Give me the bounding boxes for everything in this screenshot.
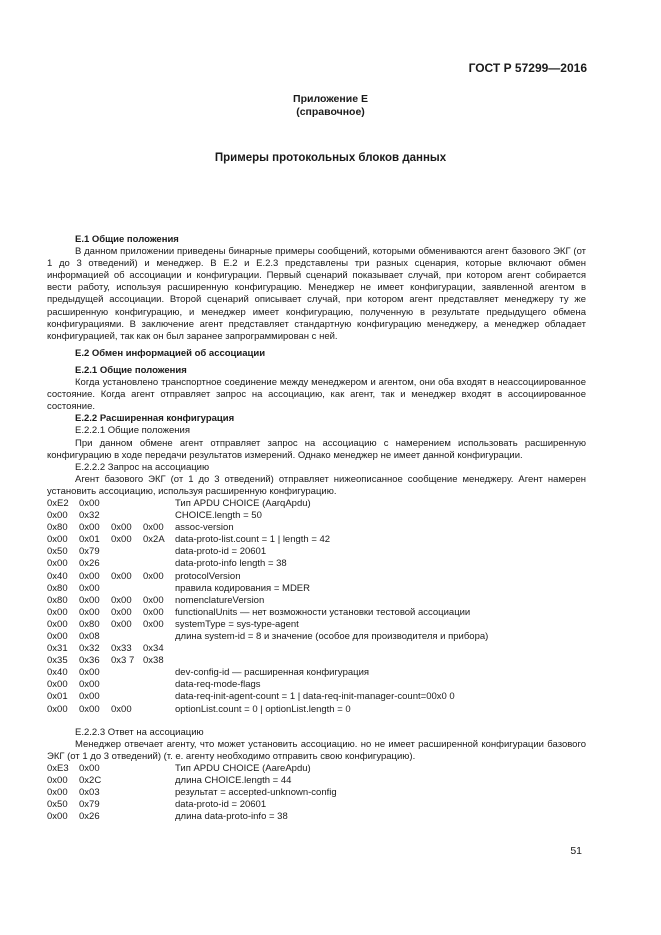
hex-byte: 0x00	[143, 570, 164, 582]
hex-byte	[143, 775, 175, 787]
section-e1-heading: Е.1 Общие положения	[75, 234, 179, 245]
hex-byte: 0x01	[79, 534, 100, 546]
hex-byte	[143, 691, 175, 703]
hex-byte	[111, 775, 143, 787]
hex-byte: 0x79	[79, 799, 100, 811]
field-description: Тип APDU CHOICE (AareApdu)	[175, 762, 311, 774]
hex-byte: 0x00	[79, 703, 100, 715]
hex-byte: 0x00	[111, 570, 132, 582]
hex-byte: 0x26	[79, 811, 100, 823]
hex-byte: 0x32	[79, 510, 100, 522]
hex-row	[47, 583, 586, 595]
hex-byte: 0x00	[111, 606, 132, 618]
hex-byte: 0x00	[79, 762, 100, 774]
hex-byte: 0x32	[79, 643, 100, 655]
hex-byte: 0x08	[79, 631, 100, 642]
main-content	[47, 234, 586, 823]
annex-subtitle: (справочное)	[296, 106, 365, 118]
field-description: functionalUnits — нет возможности установки тестовой ассоциации	[175, 606, 471, 618]
hex-byte: 0x00	[47, 558, 68, 570]
hex-byte: 0x00	[111, 703, 132, 715]
hex-byte: 0x40	[47, 570, 68, 582]
hex-byte: 0x00	[47, 775, 68, 787]
hex-row	[47, 704, 586, 716]
hex-byte: 0x00	[47, 631, 68, 642]
hex-byte: 0x00	[79, 497, 100, 509]
hex-byte: 0x00	[79, 606, 100, 618]
hex-row	[47, 607, 586, 619]
hex-byte: 0x00	[111, 618, 132, 630]
hex-row	[47, 546, 586, 558]
section-e221-paragraph: При данном обмене агент отправляет запрос на ассоциацию с намерением использовать расширенную конфигурацию в ходе передачи результатов измерений. Однако менеджер не имеет данной конфигурации.	[47, 437, 586, 461]
section-e221-title: Е.2.2.1 Общие положения	[75, 425, 191, 437]
hex-byte	[111, 763, 143, 775]
field-description: systemType = sys-type-agent	[175, 618, 299, 630]
field-description: data-req-mode-flags	[175, 679, 261, 691]
hex-byte: 0x50	[47, 546, 68, 558]
annex-title: Приложение Е	[293, 93, 368, 105]
hex-byte: 0x00	[47, 606, 68, 618]
hex-byte: 0x36	[79, 655, 100, 667]
hex-byte: 0x00	[111, 534, 132, 546]
hex-byte: 0x80	[47, 522, 68, 534]
field-description: длина data-proto-info = 38	[175, 811, 288, 823]
hex-row	[47, 667, 586, 679]
hex-byte: 0x00	[79, 667, 100, 679]
section-e223-paragraph: Менеджер отвечает агенту, что может установить ассоциацию. но не имеет расширенной конфигурации базового ЭКГ (от 1 до 3 отведений) (т. е. агенту необходимо отправить свою конфигурацию).	[47, 738, 586, 762]
hex-byte	[143, 679, 175, 691]
hex-byte	[143, 799, 175, 811]
hex-byte	[143, 811, 175, 823]
hex-row	[47, 787, 586, 799]
response-listing	[47, 763, 586, 823]
hex-row	[47, 619, 586, 631]
section-e1-paragraph: В данном приложении приведены бинарные примеры сообщений, которыми обмениваются агент базового ЭКГ (от 1 до 3 отведений) и менеджер. В Е.2 и Е.2.3 представлены три разных сценария, которые включают обмен информацией об ассоциации и конфигурации. Первый сценарий показывает случай, при котором агент собирается вести работу, используя расширенную конфигурацию. Менеджер не имеет конфигурации, заявленной агентом в предыдущей ассоциации. Второй сценарий описывает случай, при котором агент представляет менеджеру ту же расширенную конфигурацию, и менеджер имеет конфигурацию, полученную в результате предыдущего обмена конфигурациями. В заключение агент представляет стандартную конфигурацию менеджеру, а менеджер обладает конфигурацией, так как он был заранее запрограммирован с ней.	[47, 246, 586, 342]
field-description: data-proto-id = 20601	[175, 799, 267, 811]
hex-byte	[143, 704, 175, 716]
hex-byte: 0x00	[79, 679, 100, 691]
hex-byte: 0x80	[47, 582, 68, 594]
hex-byte: 0x00	[47, 510, 68, 522]
field-description: data-proto-list.count = 1 | length = 42	[175, 534, 331, 546]
hex-byte: 0x79	[79, 546, 100, 558]
hex-byte: 0x00	[111, 522, 132, 534]
hex-byte: 0x3 7	[111, 655, 135, 667]
hex-byte: 0x38	[143, 655, 164, 667]
section-e21-paragraph: Когда установлено транспортное соединение между менеджером и агентом, они оба входят в неассоциированное состояние. Когда агент отправляет запрос на ассоциацию, как агент, так и менеджер входят в ассоциированное состояние.	[47, 377, 586, 413]
field-description: optionList.count = 0 | optionList.length = 0	[175, 703, 351, 715]
hex-row	[47, 571, 586, 583]
standard-code: ГОСТ Р 57299—2016	[468, 61, 587, 75]
section-e222-title: Е.2.2.2 Запрос на ассоциацию	[75, 461, 210, 473]
field-description: CHOICE.length = 50	[175, 510, 262, 522]
field-description: Тип APDU CHOICE (AarqApdu)	[175, 497, 311, 509]
hex-byte: 0x34	[143, 643, 164, 655]
hex-row	[47, 595, 586, 607]
hex-row	[47, 498, 586, 510]
hex-byte	[143, 546, 175, 558]
hex-byte: 0x03	[79, 787, 100, 799]
hex-byte: 0x80	[47, 594, 68, 606]
hex-row	[47, 534, 586, 546]
hex-byte: 0x80	[79, 618, 100, 630]
hex-byte	[143, 667, 175, 679]
hex-byte: 0x00	[79, 522, 100, 534]
hex-byte: 0x00	[47, 703, 68, 715]
hex-byte	[143, 498, 175, 510]
hex-byte	[111, 498, 143, 510]
hex-byte: 0x26	[79, 558, 100, 570]
hex-byte	[111, 558, 143, 570]
hex-byte	[143, 583, 175, 595]
hex-row	[47, 631, 586, 643]
hex-byte	[111, 667, 143, 679]
hex-byte: 0x00	[79, 594, 100, 606]
hex-byte	[111, 510, 143, 522]
field-description: data-req-init-agent-count = 1 | data-req-init-manager-count=00x0 0	[175, 691, 455, 703]
hex-byte: 0x2C	[79, 775, 102, 787]
field-description: protocolVersion	[175, 570, 241, 582]
hex-byte: 0x2A	[143, 534, 165, 546]
hex-byte	[143, 558, 175, 570]
hex-byte	[111, 799, 143, 811]
field-description: data-proto-id = 20601	[175, 546, 267, 558]
document-title: Примеры протокольных блоков данных	[214, 152, 447, 164]
hex-byte	[111, 546, 143, 558]
field-description: nomenclatureVersion	[175, 594, 265, 606]
section-e21-heading: Е.2.1 Общие положения	[75, 364, 187, 376]
hex-byte: 0x00	[47, 811, 68, 823]
hex-byte: 0x00	[47, 679, 68, 691]
page-number: 51	[570, 845, 582, 857]
hex-byte: 0x00	[143, 594, 164, 606]
field-description: результат = accepted-unknown-config	[175, 787, 337, 799]
hex-byte	[143, 510, 175, 522]
section-e223-title: Е.2.2.3 Ответ на ассоциацию	[75, 726, 204, 738]
hex-byte: 0x00	[79, 570, 100, 582]
hex-row	[47, 691, 586, 703]
hex-byte: 0x35	[47, 655, 68, 667]
hex-row	[47, 522, 586, 534]
hex-byte	[111, 583, 143, 595]
hex-row	[47, 655, 586, 667]
hex-byte	[111, 811, 143, 823]
hex-byte	[111, 631, 143, 643]
hex-byte	[143, 787, 175, 799]
hex-row	[47, 679, 586, 691]
hex-row	[47, 775, 586, 787]
hex-byte: 0x00	[143, 522, 164, 534]
hex-byte: 0x00	[47, 618, 68, 630]
hex-byte: 0x00	[79, 582, 100, 594]
section-e2-heading: Е.2 Обмен информацией об ассоциации	[75, 347, 266, 359]
hex-byte: 0x00	[47, 534, 68, 546]
hex-byte: 0xE2	[47, 497, 69, 509]
hex-byte	[111, 679, 143, 691]
hex-row	[47, 643, 586, 655]
hex-byte	[111, 787, 143, 799]
field-description: dev-config-id — расширенная конфигурация	[175, 667, 370, 679]
hex-byte: 0x31	[47, 643, 68, 655]
hex-byte	[143, 763, 175, 775]
hex-byte	[143, 631, 175, 643]
hex-byte: 0x50	[47, 799, 68, 811]
field-description: data-proto-info length = 38	[175, 558, 287, 570]
hex-byte: 0x00	[111, 594, 132, 606]
hex-row	[47, 799, 586, 811]
hex-byte: 0xE3	[47, 762, 69, 774]
hex-byte: 0x00	[47, 787, 68, 799]
hex-row	[47, 558, 586, 570]
hex-row	[47, 811, 586, 823]
field-description: длина system-id = 8 и значение (особое для производителя и прибора)	[175, 631, 489, 642]
hex-row	[47, 763, 586, 775]
hex-byte: 0x00	[143, 606, 164, 618]
request-listing	[47, 498, 586, 716]
hex-byte: 0x00	[79, 691, 100, 703]
annex-header	[0, 93, 661, 119]
hex-byte: 0x33	[111, 643, 132, 655]
field-description: assoc-version	[175, 522, 234, 534]
field-description: правила кодирования = MDER	[175, 582, 311, 594]
section-e22-heading: Е.2.2 Расширенная конфигурация	[75, 413, 235, 425]
hex-byte: 0x00	[143, 618, 164, 630]
section-e222-paragraph: Агент базового ЭКГ (от 1 до 3 отведений) отправляет нижеописанное сообщение менеджеру. Агент намерен установить ассоциацию, используя расширенную конфигурацию.	[47, 473, 586, 497]
field-description: длина CHOICE.length = 44	[175, 775, 292, 787]
hex-byte	[111, 691, 143, 703]
hex-byte: 0x40	[47, 667, 68, 679]
hex-row	[47, 510, 586, 522]
hex-byte: 0x01	[47, 691, 68, 703]
